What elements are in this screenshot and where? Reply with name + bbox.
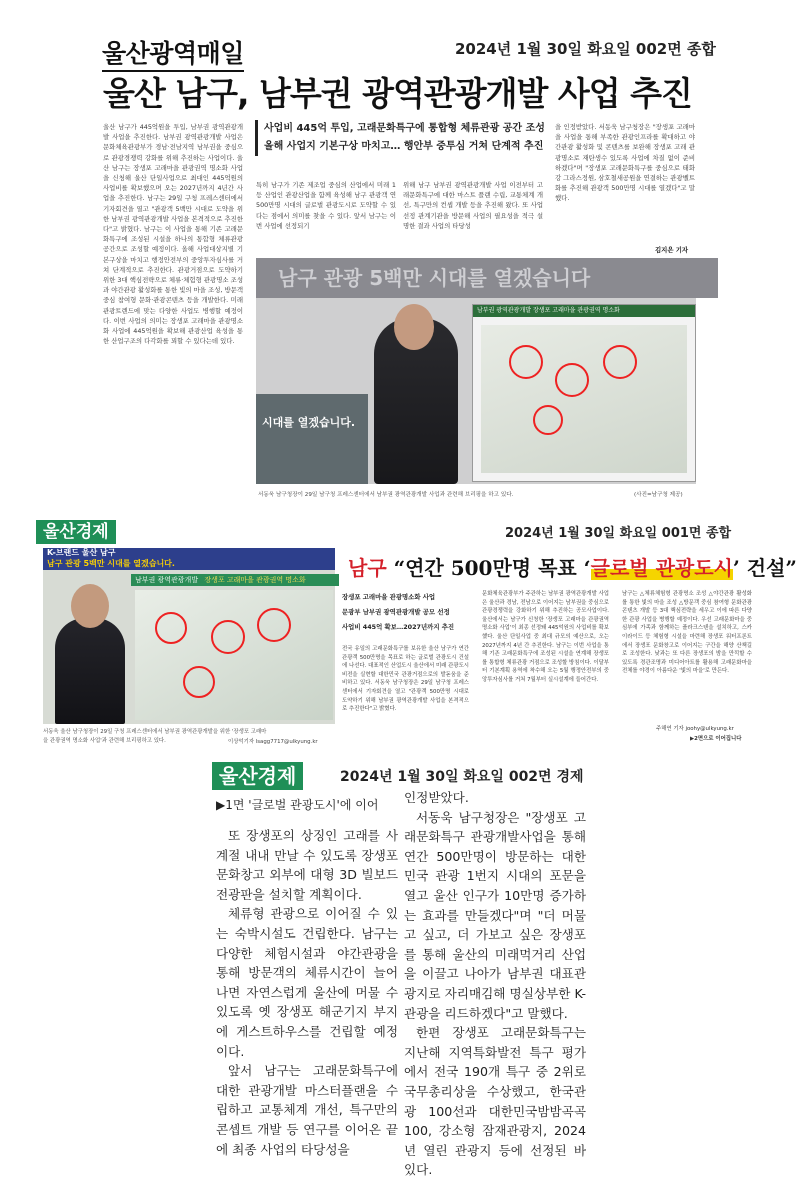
article-1-col-2: 특히 남구가 기존 제조업 중심의 산업에서 미래 1등 산업인 관광산업을 함께 육성해 남구 관광객 연 500만명 시대의 글로벌 관광도시로 도약할 수 있다는 점에서 의미를 찾을 수 있다. 앞서 남구는 이번 사업에 선정되기 <box>256 181 396 230</box>
board-header-sub: 장생포 고래마을 관광권역 명소화 <box>204 576 306 584</box>
map-marker <box>603 345 637 379</box>
article-1-subhead <box>255 120 559 156</box>
article-3-col-2-para-2: 서동욱 남구청장은 "장생포 고래문화특구 관광개발사업을 통해 연간 500만명이 방문하는 대한민국 관광 1번지 시대의 포문을 열고 울산 인구가 10만명 증가하는 효과를 만들겠다"며 "더 머물고 싶고, 더 가보고 싶은 장생포를 통해 울산의 미래먹거리 산업을 이끌고 나아가 남부권 대표관광지로 자리매김해 명실상부한 K-관광을 리드하겠다"고 말했다. <box>404 809 586 1021</box>
photo-banner-line-1: K-브랜드 울산 남구 <box>47 548 116 557</box>
article-3-date: 2024년 1월 30일 화요일 002면 경제 <box>340 769 584 785</box>
map-marker <box>257 608 291 642</box>
article-2-subhead-line-1: 장생포 고래마을 관광명소화 사업 <box>342 593 436 601</box>
article-3-col-1 <box>216 826 398 1157</box>
map-marker <box>211 620 245 654</box>
article-3-col-1-para-2: 체류형 관광으로 이어질 수 있는 숙박시설도 건립한다. 남구는 다양한 체험시설과 야간관광을 통해 방문객의 체류시간이 늘어나면 자연스럽게 울산에 머물 수 있도록 옛 장생포 해군기지 부지에 게스트하우스를 건립할 예정이다. <box>216 906 398 1059</box>
headline-prefix: 남구 <box>348 556 387 580</box>
map-marker <box>509 345 543 379</box>
article-3-col-2-para-1: 인정받았다. <box>404 790 469 805</box>
board-map <box>135 590 333 720</box>
board-header-title: 남부권 광역관광개발 <box>135 576 199 584</box>
article-1-photo <box>256 258 696 484</box>
map-marker <box>555 363 589 397</box>
article-3-col-2-para-3: 한편 장생포 고래문화특구는 지난해 지역특화발전 특구 평가에서 전국 190개 특구 중 2위로 국무총리상을 수상했고, 한국관광 100선과 대한민국밤밤곡곡 100, 강소형 잠재관광지, 2024년 열린 관광지 등에 선정된 바 있다. <box>404 1025 586 1178</box>
podium <box>256 394 368 484</box>
article-2-byline: 주해연 기자 joohy@ulkyung.kr <box>656 726 734 732</box>
article-1-col-1: 울산 남구가 445억원을 투입, 남부권 광역관광개발 사업을 추진한다. 남부권 광역관광개발 사업은 문화체육관광부가 경남·전남지역 남부권을 중심으로 관광경쟁력 강화를 위해 추진하는 사업이다. 울산 남구는 장생포 고래마을 관광권역 명소화 사업을 신청해 울산 단일사업으로 최대인 445억원의 사업비를 확보했으며 오는 2027년까지 4년간 사업을 추진한다. 남구는 29일 구청 프레스센터에서 기자회견을 열고 "관광객 5백만 시대로 도약을 위한 남부권 광역관광개발 사업을 본격적으로 추진한다"고 밝혔다. 남구는 이 사업을 통해 기존 고래문화특구에 조성된 시설을 하나의 통합형 체류관광 공간으로 조성할 예정이다. 올해 사업대상지별 기본구상을 마치고 행정안전부의 중앙투자심사를 거쳐 단계적으로 추진한다. 관광거점으로 도약하기 위한 3대 핵심전략으로 체류·체험형 관광명소 조성과 야간관광 활성화를 통한 빛의 마을 조성, 방문객 중심 참여형 문화·관광콘텐츠 등을 개발한다. 미래 관광트렌드에 맞는 다양한 사업도 병행할 예정이다. 이번 사업의 의미는 장생포 고래마을 관광명소화 사업에 445억원을 확보해 관광산업 육성을 통한 산업구조의 다각화를 꾀할 수 있다는데 있다. <box>103 123 243 346</box>
article-2-caption: 서동욱 울산 남구청장이 29일 구청 프레스센터에서 남부권 광역관광개발을 위한 '장생포 고래마을 관광권역 명소화 사업'과 관련해 브리핑하고 있다. <box>43 729 267 744</box>
article-1-subhead-line-1: 사업비 445억 투입, 고래문화특구에 통합형 체류관광 공간 조성 <box>264 123 545 134</box>
headline-quote-open: “연간 500만명 목표 ‘ <box>393 556 591 580</box>
article-3-col-2 <box>404 788 586 1178</box>
board-header <box>131 574 339 586</box>
article-2-col-2: 문화체육관광부가 주관하는 남부권 광역관광개발 사업은 울산과 경남, 전남으로 이어지는 남부권을 중심으로 관광경쟁력을 강화하기 위해 추진하는 공모사업이다. 울산에서는 남구가 신청한 '장생포 고래마을 관광권역 명소화 사업'이 최종 선정돼 445억원의 사업비를 확보했다. 울산 단일사업 중 최대 규모의 예산으로, 오는 2027년까지 4년 간 추진한다. 남구는 이번 사업을 통해 기존 고래문화특구에 조성된 시설을 연계해 장생포를 통합형 체류관광 거점으로 조성할 방침이다. 이달부터 기본계획 용역에 착수해 오는 5월 행정안전부의 중앙투자심사를 거쳐 7월부터 실시설계에 들어간다. <box>482 591 609 683</box>
article-3-col-1-para-3: 앞서 남구는 고래문화특구에 대한 관광개발 마스터플랜을 수립하고 교통체계 개선, 특구만의 콘셉트 개발 등 연구를 이어온 끝에 최종 사업의 타당성을 <box>216 1063 398 1157</box>
article-2-subhead <box>342 590 472 635</box>
masthead-ulsan-maeil: 울산광역매일 <box>102 34 244 72</box>
article-3-col-1-para-1: 또 장생포의 상징인 고래를 사계절 내내 만날 수 있도록 장생포 문화창고 외부에 대형 3D 빌보드 전광판을 설치할 계획이다. <box>216 828 398 902</box>
board-map <box>481 325 687 473</box>
speaker-figure <box>55 618 125 724</box>
article-2-headline <box>348 552 797 581</box>
article-2-credit: 이상억기자 lsagg7717@ulkyung.kr <box>228 739 318 745</box>
photo-banner-top <box>43 548 335 570</box>
article-1-byline: 김지은 기자 <box>655 246 689 254</box>
article-1-credit: (사진=남구청 제공) <box>634 492 683 498</box>
article-1-col-3: 위해 남구 남부권 광역관광개발 사업 이전부터 고래문화특구에 대한 마스트 플랜 수립, 교통체계 개선, 특구만의 컨셉 개발 등을 추진해 왔다. 또 사업 선정 관계기관을 방문해 사업의 필요성을 적극 설명한 결과 사업의 타당성 <box>403 181 543 230</box>
masthead-ulsan-economy: 울산경제 <box>36 520 116 544</box>
article-1-subhead-line-2: 올해 사업지 기본구상 마치고… 행안부 중투심 거쳐 단계적 추진 <box>264 141 544 152</box>
map-marker <box>155 612 187 644</box>
speaker-head <box>71 584 109 628</box>
masthead-ulsan-economy-2: 울산경제 <box>212 762 303 790</box>
article-2-col-1: 전국 유일의 고래문화특구를 보유한 울산 남구가 연간 관광객 500만명을 목표로 하는 글로벌 관광도시 건설에 나선다. 대표적인 산업도시 울산에서 미래 관광도시 비전을 실현할 대한민국 관광거점으로의 발돋움을 준비하고 있다. 서동욱 남구청장은 29일 남구청 프레스센터에서 기자회견을 열고 "관광객 500만명 시대로 도약하기 위해 남부권 광역관광개발 사업을 본격적으로 추진한다"고 밝혔다. <box>342 646 469 713</box>
article-1-caption: 서동욱 남구청장이 29일 남구청 프레스센터에서 남부권 광역관광개발 사업과 관련해 브리핑을 하고 있다. <box>258 492 514 498</box>
podium-text: 시대를 열겠습니다. <box>262 416 356 429</box>
presentation-board <box>472 304 696 482</box>
article-1-col-4: 을 인정받았다. 서동욱 남구청장은 "장생포 고래마을 사업을 통해 부족한 관광인프라를 확대하고 야간관광 활성화 및 콘텐츠를 보완해 장생포 고래 관광명소로 재탄생수 있도록 사업에 차질 없이 준비하겠다"며 "장생포 고래문화특구를 중심으로 태화강 그라스정원, 삼호철새공원을 연결하는 관광벨트화를 추진해 관광객 500만명 시대를 열겠다"고 말했다. <box>555 123 695 203</box>
headline-highlight: 글로벌 관광도시 <box>590 556 733 580</box>
article-2-col-3: 남구는 △체류체험형 관광명소 조성 △야간관광 활성화를 통한 빛의 마을 조성 △방문객 중심 참여형 문화관광콘텐츠 개발 등 3대 핵심전략을 세우고 이에 따른 다양한 관광 사업을 병행할 예정이다. 우선 고래문화마을 중심부에 가족과 함께하는 플라크스텐을 설치하고, 스카이라이드 등 체험형 시설을 마련해 장생포 워터프론트에서 장생포 문화창고로 이어지는 구간을 해양 산책길로 조성한다. 낮과는 또 다른 장생포의 밤을 만끽할 수 있도록 경관조명과 미디어아트를 활용해 고래문화마을 전체를 야경이 아름다운 '빛의 마을'로 만든다. <box>622 591 752 675</box>
headline-quote-close: ’ 건설” <box>732 556 797 580</box>
photo-banner: 남구 관광 5백만 시대를 열겠습니다 <box>256 258 718 298</box>
map-marker <box>183 666 215 698</box>
article-2-date: 2024년 1월 30일 화요일 001면 종합 <box>505 526 732 541</box>
board-title: 남부권 광역관광개발 장생포 고래마을 관광권역 명소화 <box>473 305 695 317</box>
article-1-headline: 울산 남구, 남부권 광역관광개발 사업 추진 <box>103 74 692 113</box>
article-3-continued-from: ▶1면 '글로벌 관광도시'에 이어 <box>216 798 379 812</box>
article-2-subhead-line-2: 문광부 남부권 광역관광개발 공모 선정 <box>342 608 450 616</box>
speaker-head <box>394 304 434 350</box>
article-2-continued: ▶2면으로 이어집니다 <box>690 736 742 742</box>
map-marker <box>533 405 563 435</box>
article-2-photo <box>43 548 335 724</box>
photo-banner-line-2: 남구 관광 5백만 시대를 열겠습니다. <box>47 559 175 568</box>
article-1-date: 2024년 1월 30일 화요일 002면 종합 <box>455 40 716 58</box>
article-2-subhead-line-3: 사업비 445억 확보…2027년까지 추진 <box>342 623 455 631</box>
